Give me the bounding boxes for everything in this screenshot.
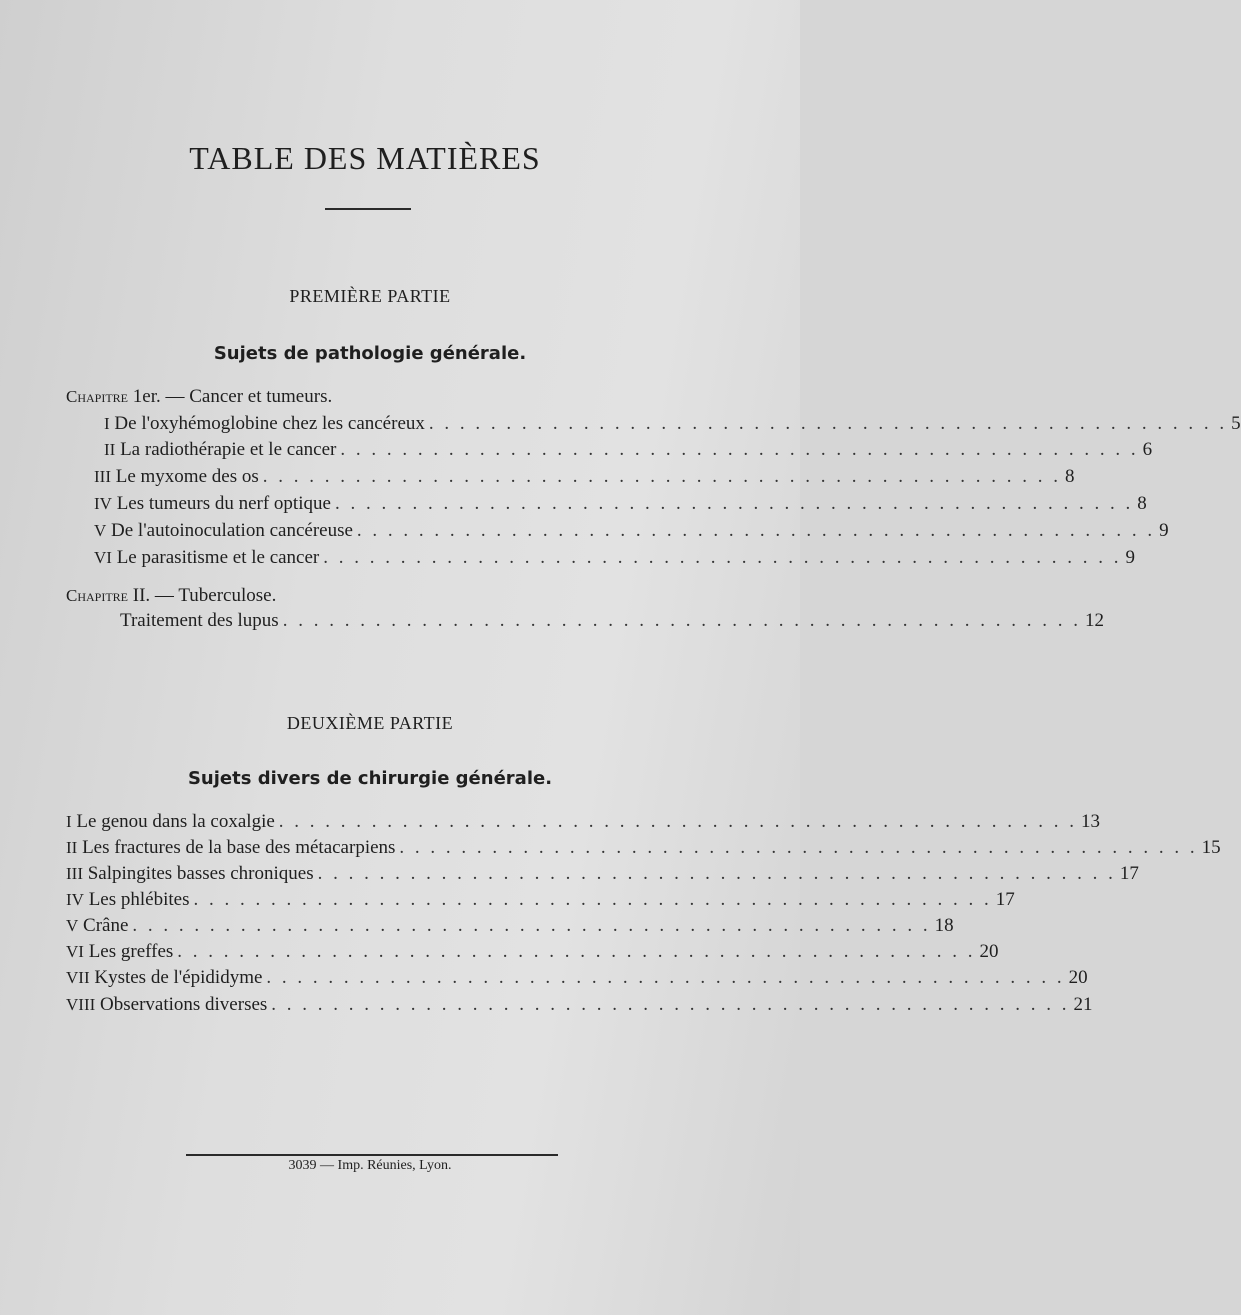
toc-row-label: Le myxome des os bbox=[115, 466, 259, 487]
toc-row bbox=[94, 547, 1136, 573]
toc-row-page: 8 bbox=[1137, 493, 1147, 514]
printer-imprint: 3039 — Imp. Réunies, Lyon. bbox=[288, 1158, 452, 1173]
leader-dots: . . . . . . . . . . . . . . . . . . . . . . . . . . . . . . . . . . . . . . . . . . . . . . . . . . . . bbox=[177, 941, 976, 962]
toc-row-label: Kystes de l'épididyme bbox=[94, 967, 263, 988]
toc-row-page: 12 bbox=[1084, 610, 1104, 631]
part2-subject: Sujets divers de chirurgie générale. bbox=[187, 768, 553, 789]
title-rule bbox=[325, 208, 411, 210]
toc-row-page: 21 bbox=[1073, 994, 1093, 1015]
chapter1-name: Cancer et tumeurs. bbox=[189, 386, 333, 407]
leader-dots: . . . . . . . . . . . . . . . . . . . . . . . . . . . . . . . . . . . . . . . . . . . . . . . . . . . . bbox=[323, 547, 1122, 568]
toc-row bbox=[94, 493, 1147, 519]
toc-row-number: II bbox=[104, 440, 116, 459]
toc-row bbox=[104, 439, 1153, 465]
toc-row bbox=[66, 837, 1221, 863]
leader-dots: . . . . . . . . . . . . . . . . . . . . . . . . . . . . . . . . . . . . . . . . . . . . . . . . . . . . bbox=[356, 520, 1156, 541]
toc-row-page: 9 bbox=[1159, 520, 1169, 541]
toc-row-label: Les phlébites bbox=[88, 889, 190, 910]
toc-row-label: Salpingites basses chroniques bbox=[87, 863, 314, 884]
toc-row-page: 9 bbox=[1125, 547, 1136, 568]
toc-row-label: Le parasitisme et le cancer bbox=[116, 547, 320, 568]
toc-row-label: Les greffes bbox=[88, 941, 174, 962]
toc-row-page: 5 bbox=[1231, 413, 1241, 434]
chapter2-dash: — bbox=[154, 585, 174, 606]
toc-row-label: La radiothérapie et le cancer bbox=[120, 439, 337, 460]
toc-row bbox=[120, 610, 1104, 636]
chapter1-heading bbox=[66, 386, 332, 408]
toc-row-number: IV bbox=[66, 890, 84, 909]
toc-row-label: Traitement des lupus bbox=[120, 610, 279, 631]
chapter2-name: Tuberculose. bbox=[178, 585, 277, 606]
chapter2-word: Chapitre bbox=[66, 586, 129, 605]
toc-row bbox=[66, 915, 954, 941]
leader-dots: . . . . . . . . . . . . . . . . . . . . . . . . . . . . . . . . . . . . . . . . . . . . . . . . . . . . bbox=[399, 837, 1198, 858]
toc-row bbox=[94, 466, 1075, 492]
chapter2-heading bbox=[66, 585, 276, 607]
leader-dots: . . . . . . . . . . . . . . . . . . . . . . . . . . . . . . . . . . . . . . . . . . . . . . . . . . . . bbox=[193, 889, 992, 910]
toc-row-label: Observations diverses bbox=[100, 994, 268, 1015]
chapter2-number: II. bbox=[132, 585, 151, 606]
toc-row bbox=[94, 520, 1169, 546]
toc-row bbox=[66, 994, 1093, 1020]
chapter1-word: Chapitre bbox=[66, 387, 129, 406]
toc-row-page: 20 bbox=[1068, 967, 1088, 988]
toc-row bbox=[66, 863, 1139, 889]
toc-row-label: De l'autoinoculation cancéreuse bbox=[111, 520, 353, 541]
toc-row bbox=[104, 413, 1241, 439]
toc-row bbox=[66, 967, 1088, 993]
toc-row-label: Le genou dans la coxalgie bbox=[76, 811, 275, 832]
toc-row-number: V bbox=[94, 521, 107, 540]
footer-rule bbox=[186, 1154, 558, 1156]
toc-row-number: VI bbox=[66, 942, 84, 961]
toc-row-number: VIII bbox=[66, 995, 96, 1014]
toc-row-page: 15 bbox=[1201, 837, 1221, 858]
toc-row-page: 18 bbox=[934, 915, 954, 936]
toc-row-number: V bbox=[66, 916, 79, 935]
toc-row bbox=[66, 941, 999, 967]
toc-row-label: Les tumeurs du nerf optique bbox=[116, 493, 331, 514]
part1-subject: Sujets de pathologie générale. bbox=[213, 343, 527, 364]
page-title: TABLE DES MATIÈRES bbox=[189, 140, 541, 176]
leader-dots: . . . . . . . . . . . . . . . . . . . . . . . . . . . . . . . . . . . . . . . . . . . . . . . . . . . . bbox=[266, 967, 1065, 988]
chapter1-number: 1er. bbox=[132, 386, 161, 407]
toc-row-number: II bbox=[66, 838, 78, 857]
leader-dots: . . . . . . . . . . . . . . . . . . . . . . . . . . . . . . . . . . . . . . . . . . . . . . . . . . . . bbox=[340, 439, 1139, 460]
toc-row-page: 17 bbox=[1119, 863, 1139, 884]
toc-row-page: 17 bbox=[995, 889, 1015, 910]
toc-row-number: I bbox=[66, 812, 72, 831]
toc-row-label: Crâne bbox=[83, 915, 129, 936]
leader-dots: . . . . . . . . . . . . . . . . . . . . . . . . . . . . . . . . . . . . . . . . . . . . . . . . . . . . bbox=[262, 466, 1061, 487]
toc-row-label: De l'oxyhémoglobine chez les cancéreux bbox=[114, 413, 425, 434]
toc-row-label: Les fractures de la base des métacarpiens bbox=[82, 837, 396, 858]
chapter1-dash: — bbox=[165, 386, 185, 407]
leader-dots: . . . . . . . . . . . . . . . . . . . . . . . . . . . . . . . . . . . . . . . . . . . . . . . . . . . . bbox=[282, 610, 1081, 631]
leader-dots: . . . . . . . . . . . . . . . . . . . . . . . . . . . . . . . . . . . . . . . . . . . . . . . . . . . . bbox=[271, 994, 1070, 1015]
leader-dots: . . . . . . . . . . . . . . . . . . . . . . . . . . . . . . . . . . . . . . . . . . . . . . . . . . . . bbox=[317, 863, 1116, 884]
toc-row-number: III bbox=[94, 467, 111, 486]
toc-row-number: I bbox=[104, 414, 110, 433]
part1-heading: PREMIÈRE PARTIE bbox=[289, 286, 451, 306]
leader-dots: . . . . . . . . . . . . . . . . . . . . . . . . . . . . . . . . . . . . . . . . . . . . . . . . . . . . bbox=[132, 915, 931, 936]
toc-row bbox=[66, 811, 1101, 837]
toc-row bbox=[66, 889, 1015, 915]
toc-row-number: VII bbox=[66, 968, 90, 987]
leader-dots: . . . . . . . . . . . . . . . . . . . . . . . . . . . . . . . . . . . . . . . . . . . . . . . . . . . . bbox=[278, 811, 1078, 832]
toc-row-number: III bbox=[66, 864, 83, 883]
toc-row-number: VI bbox=[94, 548, 112, 567]
toc-row-page: 20 bbox=[979, 941, 999, 962]
toc-row-page: 8 bbox=[1065, 466, 1075, 487]
toc-row-page: 13 bbox=[1081, 811, 1101, 832]
toc-row-number: IV bbox=[94, 494, 112, 513]
toc-row-page: 6 bbox=[1142, 439, 1153, 460]
leader-dots: . . . . . . . . . . . . . . . . . . . . . . . . . . . . . . . . . . . . . . . . . . . . . . . . . . . . bbox=[334, 493, 1134, 514]
leader-dots: . . . . . . . . . . . . . . . . . . . . . . . . . . . . . . . . . . . . . . . . . . . . . . . . . . . . bbox=[428, 413, 1228, 434]
part2-heading: DEUXIÈME PARTIE bbox=[286, 713, 454, 733]
